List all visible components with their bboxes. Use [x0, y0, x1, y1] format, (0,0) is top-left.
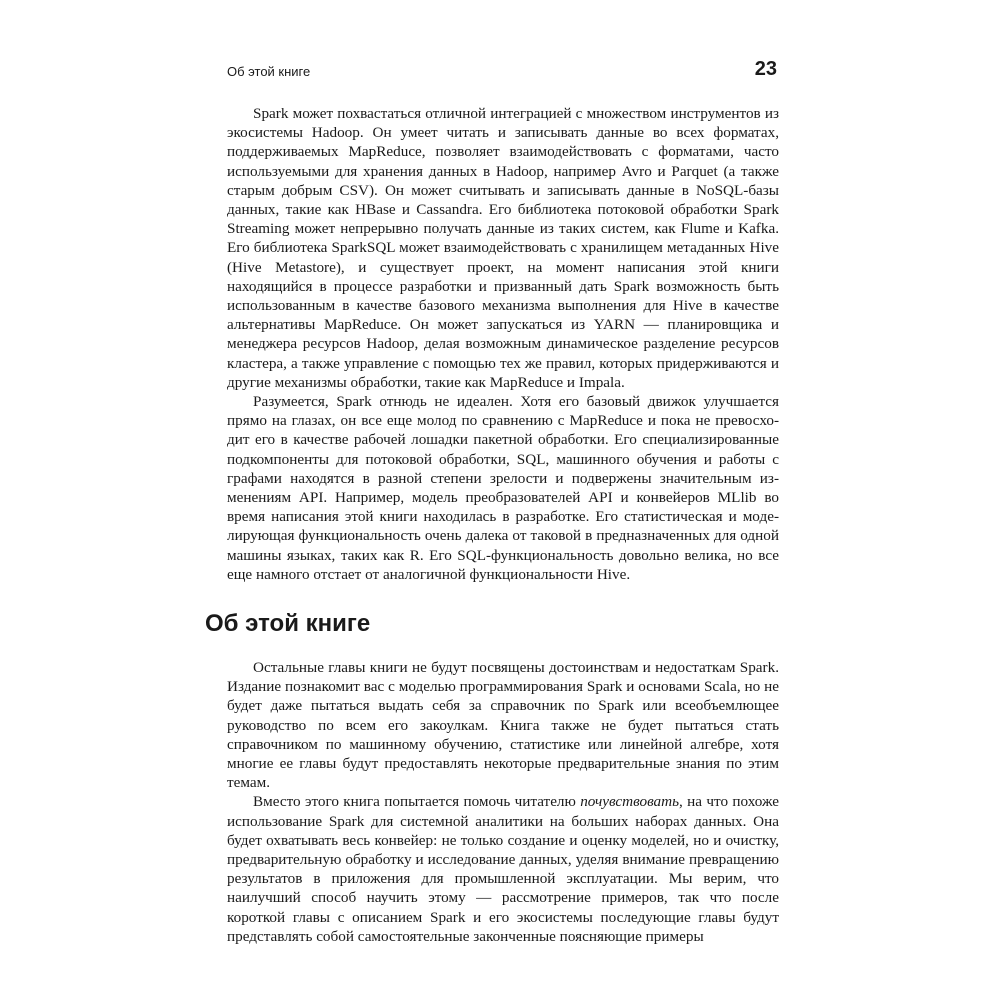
paragraph-book-scope: Остальные главы книги не будут посвящены достоинствам и недостаткам Spark. Издание познакомит вас с моделью программирования Spark и основами Scala, но не будет даже пытаться выдать себя за справочник по Spark или всеобъемлющее руководство по всем его закоулкам. Книга также не будет пытаться стать справочником по машинному обучению, статистике или линейной алгебре, хотя многие ее главы будут предоставлять некоторые предварительные знания по этим темам.: [227, 659, 779, 792]
running-title: Об этой книге: [227, 64, 311, 79]
paragraph-text-end: , на что похоже использование Spark для системной аналитики на больших наборах данных. Она будет охватывать весь конвейер: не только создание и оценку моделей, но и очистку, предварительную обработку и исследование данных, уделяя внимание превращению результатов в приложения для промышленной эксплуатации. Мы верим, что наилучший способ научить этому — рассмотрение примеров, так что после короткой главы с описанием Spark и его экосистемы последующие главы будут представлять собой самостоятельные законченные поясняющие примеры: [227, 793, 779, 945]
body-text-intro: [227, 104, 779, 584]
running-header: [227, 60, 777, 80]
paragraph-spark-integration: Spark может похвастаться отличной интеграцией с множеством инструментов из экосистемы Hadoop. Он умеет читать и записывать данные во всех форматах, поддерживаемых MapReduce, позволяет взаимодействовать с форматами, часто используемыми для хранения данных в Hadoop, например Avro и Parquet (а также старым добрым CSV). Он может считывать и записывать данные в NoSQL-базы данных, такие как HBase и Cassandra. Его библиотека потоковой обработки Spark Streaming может непрерывно получать данные из таких систем, как Flume и Kafka. Его библиотека SparkSQL может взаимодействовать с хранилищем метаданных Hive (Hive Metastore), и существует проект, на момент написания этой книги находящийся в процессе разработки и призванный дать Spark возможность быть использованным в качестве базового механизма выполнения для Hive в качестве альтернативы MapReduce. Он может запускаться из YARN — планировщика и менеджера ресурсов Hadoop, делая возможным динамическое разделение ресурсов кластера, а также управление с помощью тех же правил, которых придерживаются и другие механизмы обработки, такие как MapReduce и Impala.: [227, 105, 779, 391]
paragraph-book-approach: [227, 792, 779, 946]
paragraph-spark-limitations: Разумеется, Spark отнюдь не идеален. Хотя его базовый движок улучшается прямо на глазах, он все еще молод по сравнению с MapReduce и пока не превосходит его в качестве рабочей лошадки пакетной обработки. Его специализированные подкомпоненты для потоковой обработки, SQL, машинного обучения и работы с графами находятся в разной степени зрелости и подвержены значительным изменениям API. Например, модель преобразователей API и конвейеров MLlib во время написания этой книги находилась в разработке. Его статистическая и моделирующая функциональность очень далека от таковой в предназначенных для одной машины языках, таких как R. Его SQL-функциональность довольно велика, но все еще намного отстает от аналогичной функциональности Hive.: [227, 393, 779, 583]
body-text-about-book: [227, 658, 779, 946]
page-number: 23: [754, 58, 777, 80]
emphasis-word: почувствовать: [580, 793, 680, 811]
paragraph-text-start: Вместо этого книга попытается помочь читателю: [253, 793, 581, 811]
section-heading: Об этой книге: [205, 610, 371, 637]
